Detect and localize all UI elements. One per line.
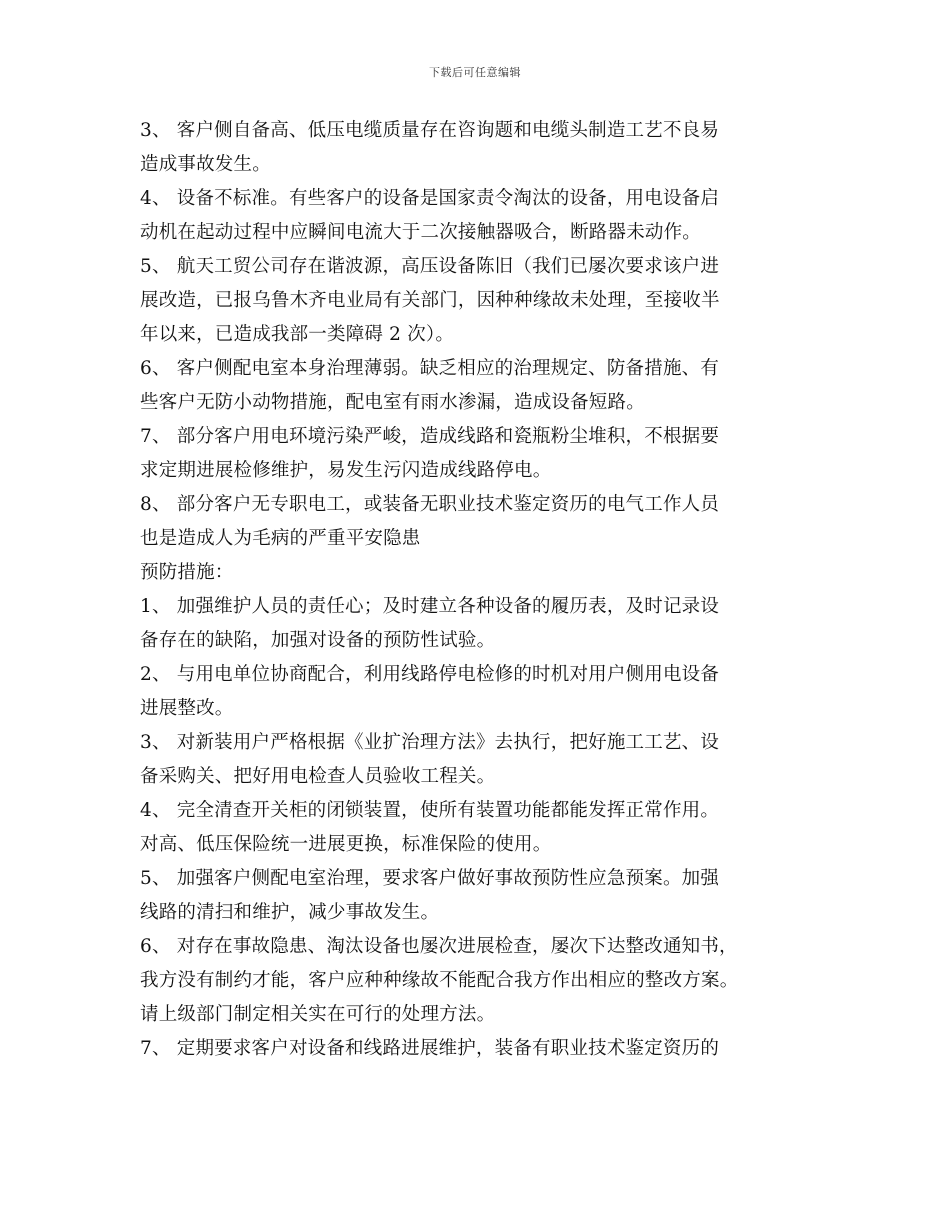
text-line: 5、 航天工贸公司存在谐波源，高压设备陈旧（我们已屡次要求该户进 [140,256,720,277]
text-line: 我方没有制约才能，客户应种种缘故不能配合我方作出相应的整改方案。 [140,970,739,991]
text-line: 备存在的缺陷，加强对设备的预防性试验。 [140,630,496,651]
text-line: 6、 对存在事故隐患、淘汰设备也屡次进展检查，屡次下达整改通知书， [140,936,738,957]
text-line: 动机在起动过程中应瞬间电流大于二次接触器吸合，断路器未动作。 [140,222,702,243]
text-line: 7、 定期要求客户对设备和线路进展维护，装备有职业技术鉴定资历的 [140,1038,720,1059]
text-line: 3、 对新装用户严格根据《业扩治理方法》去执行，把好施工工艺、设 [140,732,720,753]
section-heading: 预防措施： [140,562,234,583]
text-line: 请上级部门制定相关实在可行的处理方法。 [140,1004,496,1025]
text-line: 2、 与用电单位协商配合，利用线路停电检修的时机对用户侧用电设备 [140,664,720,685]
text-line: 1、 加强维护人员的责任心；及时建立各种设备的履历表，及时记录设 [140,596,720,617]
text-line: 展改造，已报乌鲁木齐电业局有关部门，因种种缘故未处理，至接收半 [140,290,720,311]
text-line: 对高、低压保险统一进展更换，标准保险的使用。 [140,834,552,855]
text-line: 些客户无防小动物措施，配电室有雨水渗漏，造成设备短路。 [140,392,645,413]
text-line: 6、 客户侧配电室本身治理薄弱。缺乏相应的治理规定、防备措施、有 [140,358,720,379]
text-line: 4、 完全清查开关柜的闭锁装置，使所有装置功能都能发挥正常作用。 [140,800,720,821]
page-header: 下载后可任意编辑 [429,66,521,79]
text-line: 进展整改。 [140,698,234,719]
text-line: 3、 客户侧自备高、低压电缆质量存在咨询题和电缆头制造工艺不良易 [140,120,720,141]
text-line: 5、 加强客户侧配电室治理，要求客户做好事故预防性应急预案。加强 [140,868,720,889]
text-line: 求定期进展检修维护，易发生污闪造成线路停电。 [140,460,552,481]
text-line: 线路的清扫和维护，减少事故发生。 [140,902,440,923]
text-line: 造成事故发生。 [140,154,271,175]
body-text [140,114,820,1066]
text-line: 年以来，已造成我部一类障碍 2 次）。 [140,324,455,345]
text-line: 备采购关、把好用电检查人员验收工程关。 [140,766,496,787]
text-line: 也是造成人为毛病的严重平安隐患 [140,528,421,549]
text-line: 8、 部分客户无专职电工，或装备无职业技术鉴定资历的电气工作人员 [140,494,720,515]
text-line: 7、 部分客户用电环境污染严峻，造成线路和瓷瓶粉尘堆积，不根据要 [140,426,720,447]
text-line: 4、 设备不标准。有些客户的设备是国家责令淘汰的设备，用电设备启 [140,188,720,209]
